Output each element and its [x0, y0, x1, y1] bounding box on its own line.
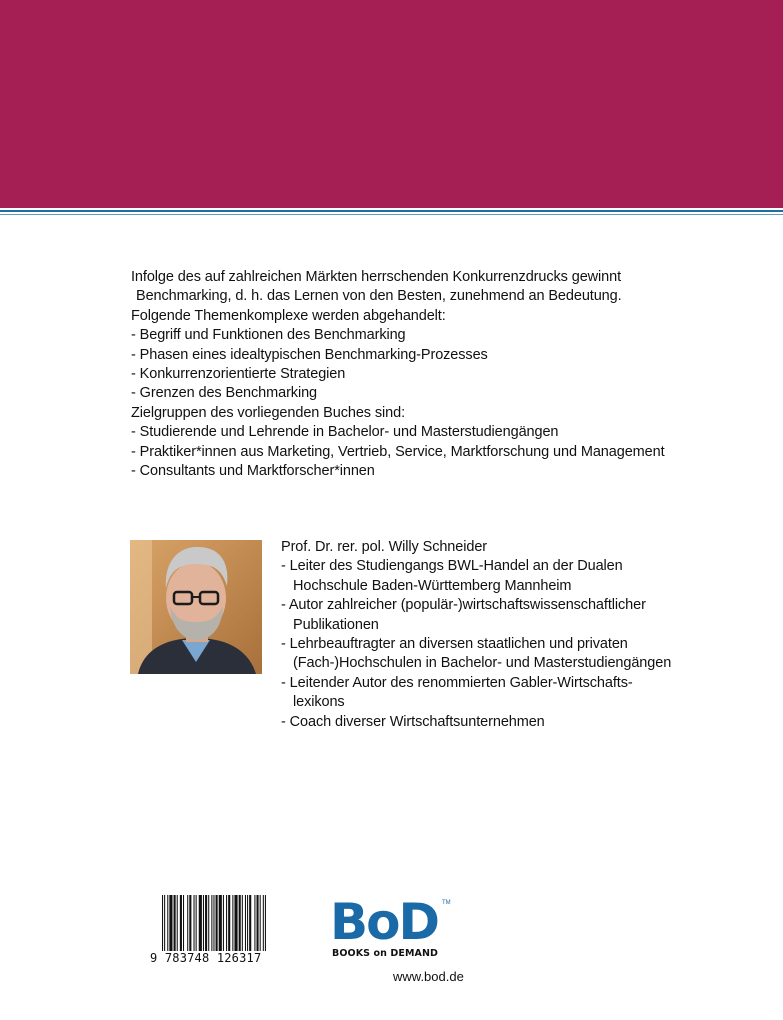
description-line: Folgende Themenkomplexe werden abgehandelt:	[131, 307, 446, 324]
trademark-mark: TM	[442, 900, 451, 906]
barcode-bar	[169, 895, 172, 953]
barcode-bar	[167, 895, 168, 953]
topic-item: - Begriff und Funktionen des Benchmarking	[131, 327, 406, 344]
barcode-bar	[257, 895, 259, 953]
description-line: Infolge des auf zahlreichen Märkten herrschenden Konkurrenzdrucks gewinnt	[131, 269, 622, 285]
barcode-bar	[234, 895, 237, 953]
book-description	[131, 268, 691, 481]
barcode-bar	[232, 895, 233, 953]
author-name: Prof. Dr. rer. pol. Willy Schneider	[281, 539, 488, 555]
barcode-bar	[219, 895, 222, 953]
publisher-logo-wordmark: BoD	[330, 893, 438, 951]
barcode-bar	[187, 895, 188, 953]
barcode-bar	[226, 895, 227, 953]
cover-color-band	[0, 0, 783, 208]
barcode-bar	[208, 895, 209, 953]
divider-rule-thin	[0, 214, 783, 215]
bio-item: - Leitender Autor des renommierten Gabler-Wirtschafts-	[281, 674, 633, 691]
author-bio	[281, 538, 701, 732]
barcode-bar	[211, 895, 212, 953]
bio-item-continued: Hochschule Baden-Württemberg Mannheim	[293, 577, 572, 594]
audience-item: - Consultants und Marktforscher*innen	[131, 463, 375, 480]
barcode-bar	[228, 895, 230, 953]
barcode-bar	[189, 895, 191, 953]
barcode-bar	[196, 895, 197, 953]
bio-item: - Leiter des Studiengangs BWL-Handel an der Dualen	[281, 558, 623, 575]
barcode-bar	[174, 895, 176, 953]
barcode-bar	[194, 895, 195, 953]
audience-item: - Praktiker*innen aus Marketing, Vertrieb, Service, Marktforschung und Management	[131, 443, 665, 460]
publisher-logo	[330, 893, 460, 962]
barcode-bar	[205, 895, 207, 953]
barcode-bar	[239, 895, 241, 953]
description-line: Benchmarking, d. h. das Lernen von den Besten, zunehmend an Bedeutung.	[136, 288, 622, 305]
bio-item: - Lehrbeauftragter an diversen staatlichen und privaten	[281, 636, 628, 653]
publisher-tagline: BOOKS on DEMAND	[332, 948, 439, 959]
barcode-bar	[254, 895, 255, 953]
topic-item: - Grenzen des Benchmarking	[131, 385, 317, 402]
bio-item-continued: lexikons	[293, 694, 345, 711]
barcode-bar	[260, 895, 261, 953]
divider-rule	[0, 210, 783, 212]
bio-item-continued: Publikationen	[293, 616, 379, 633]
barcode-bar	[223, 895, 224, 953]
bio-item-continued: (Fach-)Hochschulen in Bachelor- und Masterstudiengängen	[293, 655, 672, 672]
barcode-bar	[242, 895, 243, 953]
barcode-bar	[203, 895, 204, 953]
description-line: Zielgruppen des vorliegenden Buches sind:	[131, 404, 405, 421]
barcode-bar	[245, 895, 246, 953]
publisher-url[interactable]: www.bod.de	[393, 969, 464, 984]
topic-item: - Phasen eines idealtypischen Benchmarking-Prozesses	[131, 346, 488, 363]
barcode-bar	[249, 895, 251, 953]
barcode-bar	[183, 895, 184, 953]
barcode-bar	[247, 895, 248, 953]
barcode-bar	[199, 895, 202, 953]
bio-item: - Autor zahlreicher (populär-)wirtschaftswissenschaftlicher	[281, 597, 646, 614]
barcode-bar	[216, 895, 218, 953]
author-photo	[130, 540, 262, 674]
barcode-bar	[177, 895, 178, 953]
barcode-bar	[180, 895, 182, 953]
isbn-number: 9 783748 126317	[150, 951, 295, 965]
bio-item: - Coach diverser Wirtschaftsunternehmen	[281, 713, 545, 730]
topic-item: - Konkurrenzorientierte Strategien	[131, 366, 346, 383]
audience-item: - Studierende und Lehrende in Bachelor- und Masterstudiengängen	[131, 424, 559, 441]
